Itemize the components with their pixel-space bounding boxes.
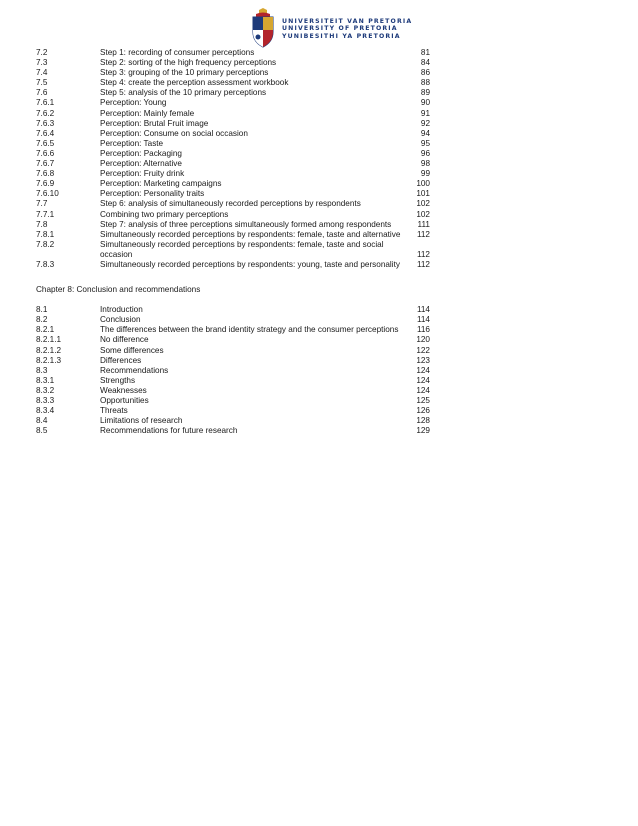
- section-title: Strengths: [100, 375, 136, 385]
- toc-entry: [36, 98, 436, 108]
- section-title: Step 1: recording of consumer perceptions: [100, 48, 255, 57]
- section-title: Simultaneously recorded perceptions by respondents: female, taste and alternative: [100, 229, 401, 239]
- toc-entry: [36, 346, 436, 356]
- section-number: 7.6.10: [36, 189, 59, 199]
- toc-entry: [36, 139, 436, 149]
- section-number: 7.7.1: [36, 209, 55, 219]
- section-title: Step 7: analysis of three perceptions simultaneously formed among respondents: [100, 219, 392, 229]
- toc-entry: [36, 119, 436, 129]
- section-number: 7.8.2: [36, 239, 55, 249]
- toc-entry: [36, 189, 436, 199]
- toc-entry: [36, 169, 436, 179]
- toc-entry: [36, 406, 436, 416]
- toc-entry: [36, 220, 436, 230]
- section-number: 8.5: [36, 426, 48, 436]
- university-crest-icon: [250, 8, 276, 48]
- logo-text-line: UNIVERSITY OF PRETORIA: [282, 25, 398, 33]
- section-number: 8.2.1: [36, 325, 55, 335]
- section-title: Perception: Alternative: [100, 159, 182, 169]
- page-number: 90: [420, 98, 430, 108]
- section-title: Step 4: create the perception assessment workbook: [100, 78, 289, 88]
- toc-entry: [36, 149, 436, 159]
- section-title: Recommendations for future research: [100, 426, 238, 436]
- page-number: 95: [420, 138, 430, 148]
- page-number: 94: [420, 128, 430, 138]
- section-title: Weaknesses: [100, 385, 147, 395]
- section-number: 8.2.1.1: [36, 335, 62, 345]
- section-number: 7.6.7: [36, 159, 55, 169]
- page-number: 128: [416, 416, 430, 426]
- page-number: 116: [416, 325, 430, 335]
- section-title: Recommendations: [100, 365, 169, 375]
- section-number: 8.3.4: [36, 406, 55, 416]
- page-number: 124: [416, 365, 430, 375]
- section-number: 8.2.1.2: [36, 345, 62, 355]
- section-title: Threats: [100, 406, 128, 416]
- section-number: 7.6: [36, 88, 48, 98]
- toc-entry: [36, 230, 436, 240]
- toc-section-chapter-8: [36, 305, 436, 436]
- toc-entry: [36, 78, 436, 88]
- section-title: The differences between the brand identity strategy and the consumer perceptions: [100, 325, 399, 335]
- toc-entry: [36, 386, 436, 396]
- toc-entry: [36, 416, 436, 426]
- page-number: 96: [420, 148, 430, 158]
- page-number: 88: [420, 78, 430, 88]
- toc-entry: [36, 376, 436, 386]
- page-number: 125: [416, 396, 430, 405]
- page-number: 122: [416, 345, 430, 355]
- toc-entry: [36, 88, 436, 98]
- section-number: 7.2: [36, 48, 48, 57]
- section-title: Perception: Fruity drink: [100, 169, 185, 179]
- section-title: Simultaneously recorded perceptions by respondents: female, taste and social occasion: [100, 239, 384, 259]
- section-number: 8.2.1.3: [36, 355, 62, 365]
- chapter-heading: Chapter 8: Conclusion and recommendations: [36, 285, 201, 295]
- toc-entry: [36, 356, 436, 366]
- logo-text-line: UNIVERSITEIT VAN PRETORIA: [282, 18, 413, 25]
- toc-entry: [36, 325, 436, 335]
- section-number: 7.6.5: [36, 138, 55, 148]
- toc-entry: [36, 366, 436, 376]
- section-number: 7.6.6: [36, 148, 55, 158]
- section-number: 8.3.3: [36, 396, 55, 405]
- toc-entry: [36, 426, 436, 436]
- section-title: Step 6: analysis of simultaneously recorded perceptions by respondents: [100, 199, 361, 209]
- section-title: Step 2: sorting of the high frequency perceptions: [100, 58, 277, 68]
- toc-entry: [36, 335, 436, 345]
- page-number: 123: [416, 355, 430, 365]
- section-title: Limitations of research: [100, 416, 183, 426]
- page-number: 112: [416, 229, 430, 239]
- page-number: 112: [416, 259, 430, 269]
- section-title: Some differences: [100, 345, 164, 355]
- section-title: Step 3: grouping of the 10 primary perceptions: [100, 68, 269, 78]
- toc-entry: [36, 48, 436, 58]
- page-number: 101: [416, 189, 430, 199]
- section-number: 7.6.4: [36, 128, 55, 138]
- section-number: 7.8.3: [36, 259, 55, 269]
- section-title: Perception: Young: [100, 98, 167, 108]
- university-logo: [250, 8, 413, 50]
- section-number: 7.4: [36, 68, 48, 78]
- page-number: 102: [416, 209, 430, 219]
- section-number: 7.5: [36, 78, 48, 88]
- toc-entry: [36, 159, 436, 169]
- page-number: 92: [420, 118, 430, 128]
- section-number: 7.8.1: [36, 229, 55, 239]
- toc-entry: [36, 396, 436, 406]
- toc-entry: [36, 179, 436, 189]
- page-number: 120: [416, 335, 430, 345]
- section-number: 7.3: [36, 58, 48, 68]
- section-number: 8.3: [36, 365, 48, 375]
- section-number: 8.3.1: [36, 375, 55, 385]
- section-number: 8.2: [36, 315, 48, 325]
- section-number: 8.1: [36, 305, 48, 315]
- section-title: Introduction: [100, 305, 143, 315]
- page-number: 126: [416, 406, 430, 416]
- section-title: Step 5: analysis of the 10 primary perceptions: [100, 88, 267, 98]
- section-title: No difference: [100, 335, 149, 345]
- page-number: 124: [416, 385, 430, 395]
- toc-entry: [36, 240, 436, 260]
- section-title: Perception: Packaging: [100, 148, 182, 158]
- section-title: Differences: [100, 355, 142, 365]
- page-number: 100: [416, 179, 430, 189]
- section-number: 7.8: [36, 219, 48, 229]
- toc-entry: [36, 68, 436, 78]
- toc-entry: [36, 199, 436, 209]
- section-title: Perception: Consume on social occasion: [100, 128, 248, 138]
- section-number: 8.4: [36, 416, 48, 426]
- section-number: 8.3.2: [36, 385, 55, 395]
- page-number: 129: [416, 426, 430, 436]
- page-number: 102: [416, 199, 430, 209]
- section-number: 7.6.3: [36, 118, 55, 128]
- toc-entry: [36, 305, 436, 315]
- page-number: 114: [416, 315, 430, 325]
- section-title: Conclusion: [100, 315, 141, 325]
- section-title: Perception: Marketing campaigns: [100, 179, 222, 189]
- section-title: Opportunities: [100, 396, 149, 405]
- page-number: 111: [417, 219, 430, 229]
- page-number: 99: [420, 169, 430, 179]
- toc-entry: [36, 210, 436, 220]
- page-number: 98: [420, 159, 430, 169]
- toc-entry: [36, 260, 436, 270]
- page-number: 84: [420, 58, 430, 68]
- toc-entry: [36, 129, 436, 139]
- page-number: 124: [416, 375, 430, 385]
- section-title: Combining two primary perceptions: [100, 209, 229, 219]
- toc-entry: [36, 109, 436, 119]
- toc-entry: [36, 315, 436, 325]
- section-number: 7.6.2: [36, 108, 55, 118]
- section-title: Perception: Mainly female: [100, 108, 195, 118]
- page-number: 89: [420, 88, 430, 98]
- section-number: 7.7: [36, 199, 48, 209]
- section-number: 7.6.1: [36, 98, 55, 108]
- section-title: Perception: Taste: [100, 138, 164, 148]
- section-number: 7.6.9: [36, 179, 55, 189]
- page-number: 86: [420, 68, 430, 78]
- page-number: 91: [420, 108, 430, 118]
- page-number: 81: [420, 48, 430, 57]
- toc-entry: [36, 58, 436, 68]
- section-title: Perception: Brutal Fruit image: [100, 118, 209, 128]
- toc-section-chapter-7: [36, 48, 436, 270]
- page-number: 114: [416, 305, 430, 315]
- section-title: Perception: Personality traits: [100, 189, 205, 199]
- section-number: 7.6.8: [36, 169, 55, 179]
- logo-text-line: YUNIBESITHI YA PRETORIA: [282, 32, 401, 40]
- page-number: 112: [416, 249, 430, 259]
- section-title: Simultaneously recorded perceptions by respondents: young, taste and personality: [100, 259, 400, 269]
- table-of-contents: [36, 48, 436, 436]
